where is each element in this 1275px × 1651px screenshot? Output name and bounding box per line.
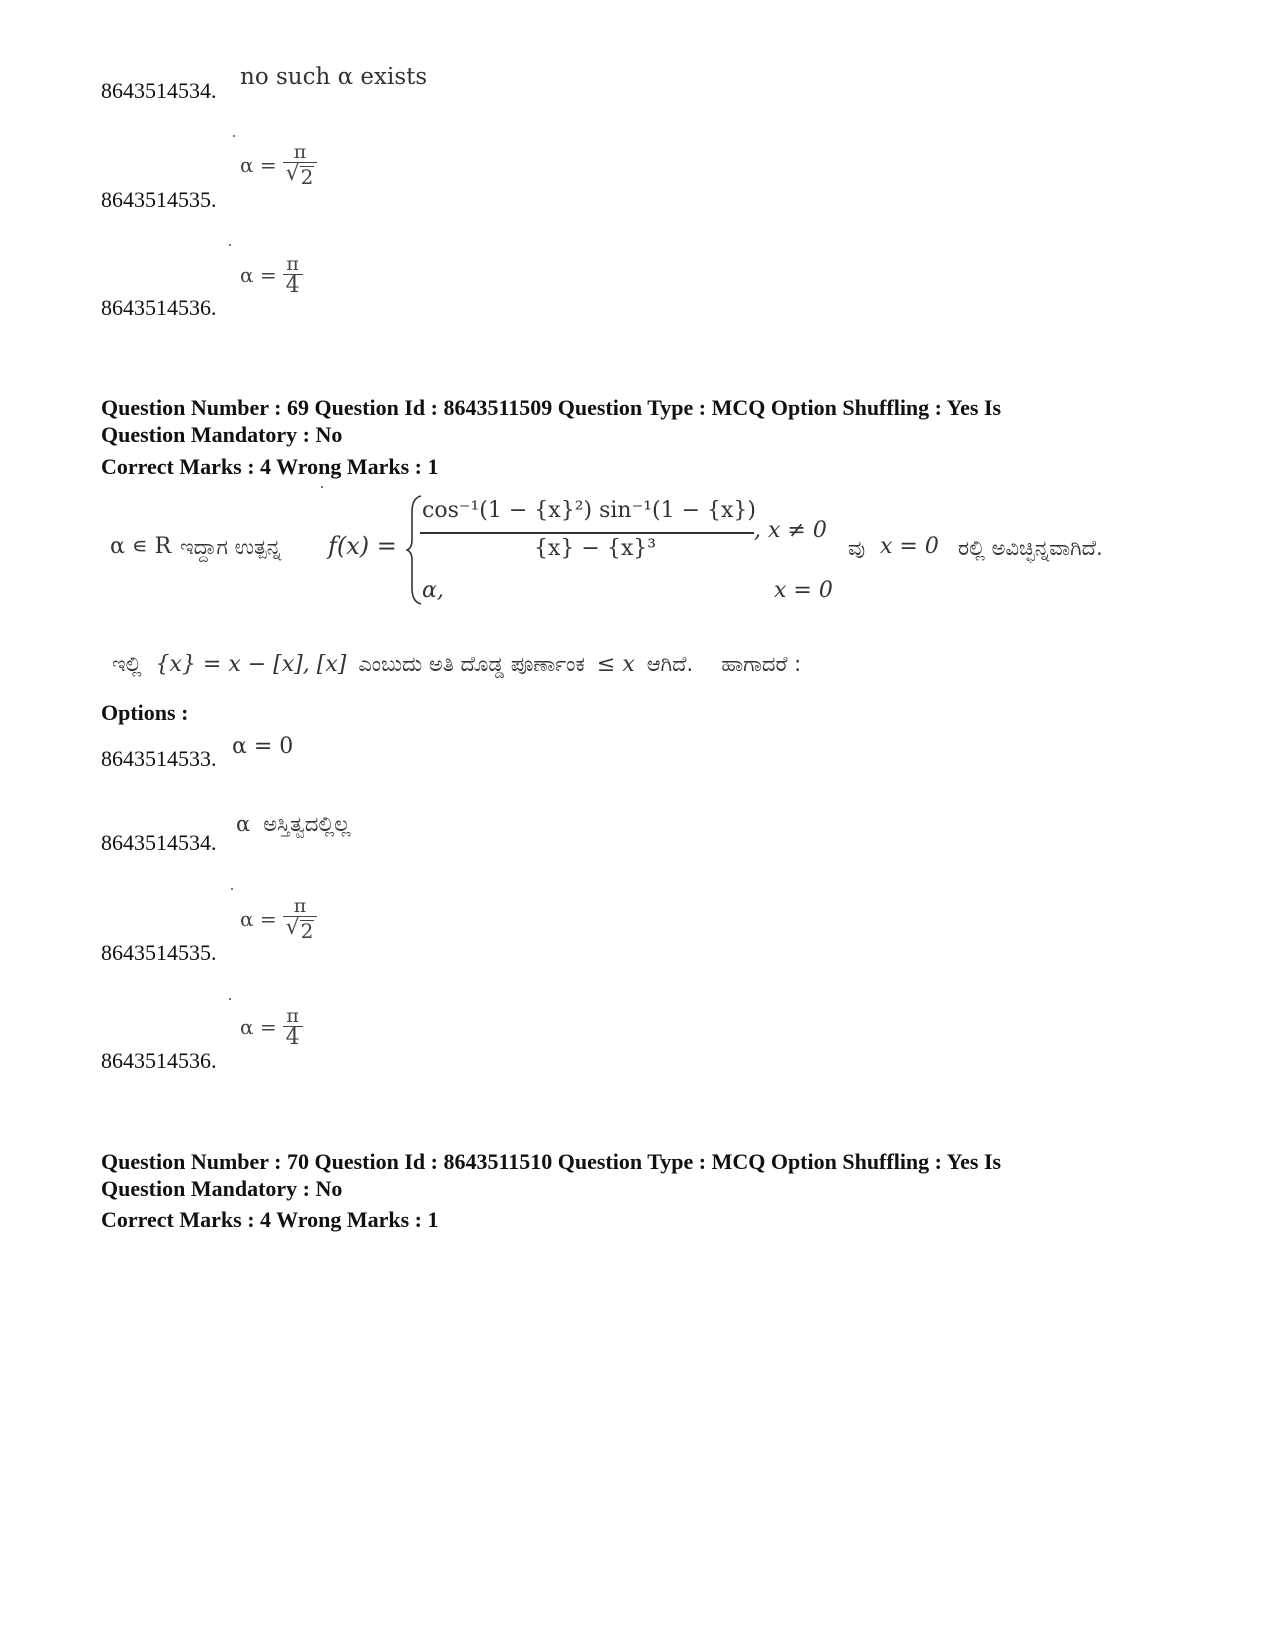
option-id: 8643514533. (101, 746, 217, 771)
option-id: 8643514535. (101, 940, 217, 965)
stem-case-2: α, (422, 578, 444, 603)
option-text (236, 812, 350, 837)
question-marks: Correct Marks : 4 Wrong Marks : 1 (101, 1207, 439, 1232)
stem-tail-kannada: ವು (848, 536, 866, 560)
stem-tail-math: x = 0 (880, 534, 939, 559)
line2-math: {x} = x − [x], [x] (155, 652, 347, 677)
stem-denominator: {x} − {x}³ (534, 536, 657, 561)
fraction-denominator: 4 (283, 274, 303, 296)
option-formula: α = 0 (232, 734, 294, 759)
question-marks: Correct Marks : 4 Wrong Marks : 1 (101, 454, 439, 479)
option-id: 8643514536. (101, 1048, 217, 1073)
artifact-dot (229, 244, 231, 246)
stem-numerator: cos⁻¹(1 − {x}²) sin⁻¹(1 − {x}) (422, 498, 756, 523)
fraction-denominator (283, 162, 318, 187)
artifact-dot (229, 998, 231, 1000)
fraction-numerator: π (293, 141, 307, 163)
option-id: 8643514534. (101, 78, 217, 103)
question-header-line1: Question Number : 69 Question Id : 8643511509 Question Type : MCQ Option Shuffling : Yes Is (101, 395, 1002, 420)
sqrt-symbol: √ (285, 915, 300, 940)
question-header-line1: Question Number : 70 Question Id : 8643511510 Question Type : MCQ Option Shuffling : Yes Is (101, 1149, 1002, 1174)
option-alpha: α (236, 812, 251, 836)
question-header-line2: Question Mandatory : No (101, 1176, 343, 1201)
question-header (101, 394, 1181, 448)
fraction-numerator: π (293, 895, 307, 917)
formula-lhs: α = (240, 263, 277, 287)
option-formula (240, 254, 303, 296)
line2-kannada: ಇಲ್ಲಿ (112, 652, 142, 676)
sqrt-radicand: 2 (300, 165, 314, 189)
question-header (101, 1148, 1181, 1202)
option-formula (240, 896, 317, 941)
fraction-bar (420, 532, 754, 534)
stem-lead-kannada: ಇದ್ದಾಗ ಉತ್ಪನ್ನ (180, 535, 282, 559)
question-stem (110, 492, 1170, 612)
stem-condition-2: x = 0 (774, 578, 833, 603)
fraction (283, 896, 318, 941)
sqrt-symbol: √ (285, 161, 300, 186)
formula-lhs: α = (240, 152, 277, 177)
option-formula (240, 142, 317, 187)
option-text: no such α exists (240, 64, 428, 90)
fraction-denominator: 4 (283, 1026, 303, 1048)
formula-lhs: α = (240, 1015, 277, 1039)
option-kannada: ಅಸ್ತಿತ್ವದಲ್ಲಿಲ್ಲ (263, 812, 351, 836)
fraction (283, 142, 318, 187)
formula-lhs: α = (240, 906, 277, 931)
option-id: 8643514534. (101, 830, 217, 855)
line2-kannada-3: ಆಗಿದೆ. (646, 652, 694, 676)
fraction-denominator (283, 916, 318, 941)
sqrt-radicand: 2 (300, 919, 314, 943)
stem-condition-1: , x ≠ 0 (754, 518, 827, 543)
line2-kannada-4: ಹಾಗಾದರೆ : (721, 652, 802, 676)
option-id: 8643514535. (101, 187, 217, 212)
line2-kannada-2: ಎಂಬುದು ಅತಿ ದೊಡ್ಡ ಪೂರ್ಣಾಂಕ (358, 652, 585, 676)
fraction (283, 254, 303, 296)
fraction-numerator: π (286, 253, 299, 275)
fraction (283, 1006, 303, 1048)
option-formula (240, 1006, 303, 1048)
question-stem-line2 (112, 652, 1012, 684)
stem-lead: α ∊ R (110, 534, 172, 559)
options-label: Options : (101, 700, 189, 725)
stem-tail-kannada-2: ರಲ್ಲಿ ಅವಿಚ್ಛಿನ್ನವಾಗಿದೆ. (958, 536, 1103, 560)
artifact-dot (233, 135, 235, 137)
artifact-dot (321, 486, 323, 488)
line2-math-2: ≤ x (596, 652, 635, 677)
stem-fx: f(x) = (328, 532, 397, 560)
artifact-dot (231, 888, 233, 890)
option-id: 8643514536. (101, 295, 217, 320)
question-header-line2: Question Mandatory : No (101, 422, 343, 447)
fraction-numerator: π (286, 1005, 299, 1027)
